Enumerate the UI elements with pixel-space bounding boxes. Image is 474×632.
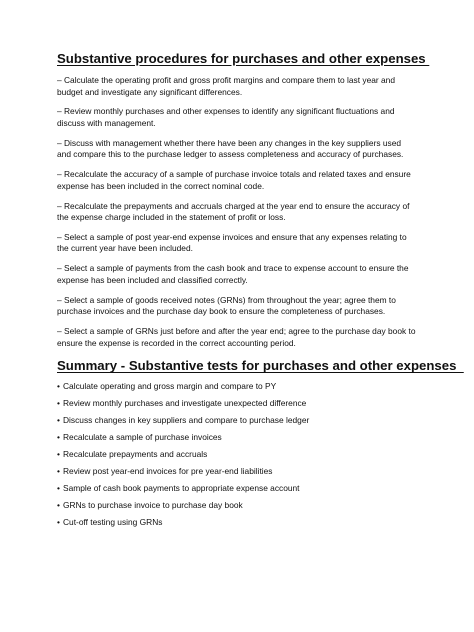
- summary-bullet-item: [57, 483, 417, 495]
- summary-bullet-text: Discuss changes in key suppliers and compare to purchase ledger: [63, 415, 310, 426]
- bullet-icon: •: [57, 483, 60, 494]
- section-heading-summary: Summary - Substantive tests for purchases and other expenses: [57, 358, 464, 374]
- bullet-icon: •: [57, 432, 60, 443]
- bullet-icon: •: [57, 449, 60, 460]
- summary-bullet-item: [57, 381, 417, 393]
- bullet-icon: •: [57, 381, 60, 392]
- summary-bullet-item: [57, 398, 417, 410]
- summary-bullet-item: [57, 500, 417, 512]
- procedure-paragraph: – Recalculate the accuracy of a sample of purchase invoice totals and related taxes and ensure expense has been included in the correct nominal code.: [57, 169, 411, 191]
- bullet-icon: •: [57, 398, 60, 409]
- summary-bullet-item: [57, 466, 417, 478]
- summary-bullet-list: [57, 381, 417, 528]
- document-content: [57, 50, 464, 534]
- summary-bullet-item: [57, 432, 417, 444]
- bullet-icon: •: [57, 500, 60, 511]
- procedure-paragraph: – Select a sample of post year-end expense invoices and ensure that any expenses relating to the current year have been included.: [57, 231, 407, 254]
- section-heading-procedures: Substantive procedures for purchases and other expenses: [57, 51, 430, 66]
- procedure-paragraph: – Recalculate the prepayments and accruals charged at the year end to ensure the accuracy of the expense charge included in the statement of profit or loss.: [57, 200, 410, 223]
- summary-bullet-text: GRNs to purchase invoice to purchase day book: [63, 500, 243, 511]
- procedure-paragraph: – Select a sample of payments from the cash book and trace to expense account to ensure the expense has been included and classified correctly.: [57, 263, 409, 285]
- summary-bullet-text: Calculate operating and gross margin and compare to PY: [63, 381, 277, 392]
- bullet-icon: •: [57, 517, 60, 528]
- procedure-paragraph: – Select a sample of goods received notes (GRNs) from throughout the year; agree them to purchase invoices and the purchase day book to ensure the completeness of purchases.: [57, 294, 396, 317]
- summary-bullet-text: Cut-off testing using GRNs: [63, 517, 163, 528]
- procedure-paragraph: – Discuss with management whether there have been any changes in the key suppliers used and compare this to the purchase ledger to assess completeness and accuracy of purchases.: [57, 137, 404, 160]
- summary-bullet-item: [57, 517, 417, 529]
- procedure-paragraph: – Select a sample of GRNs just before and after the year end; agree to the purchase day book to ensure the expense is recorded in the correct accounting period.: [57, 326, 416, 348]
- summary-bullet-text: Review post year-end invoices for pre year-end liabilities: [63, 466, 273, 477]
- summary-bullet-text: Review monthly purchases and investigate unexpected difference: [63, 398, 307, 409]
- summary-bullet-text: Sample of cash book payments to appropriate expense account: [63, 483, 300, 494]
- bullet-icon: •: [57, 415, 60, 426]
- summary-bullet-item: [57, 449, 417, 461]
- summary-bullet-text: Recalculate prepayments and accruals: [63, 449, 208, 460]
- procedure-paragraph: – Review monthly purchases and other expenses to identify any significant fluctuations and discuss with management.: [57, 106, 395, 128]
- procedure-paragraph: – Calculate the operating profit and gross profit margins and compare them to last year and budget and investigate any significant differences.: [57, 75, 395, 97]
- bullet-icon: •: [57, 466, 60, 477]
- summary-bullet-item: [57, 415, 417, 427]
- summary-bullet-text: Recalculate a sample of purchase invoices: [63, 432, 222, 443]
